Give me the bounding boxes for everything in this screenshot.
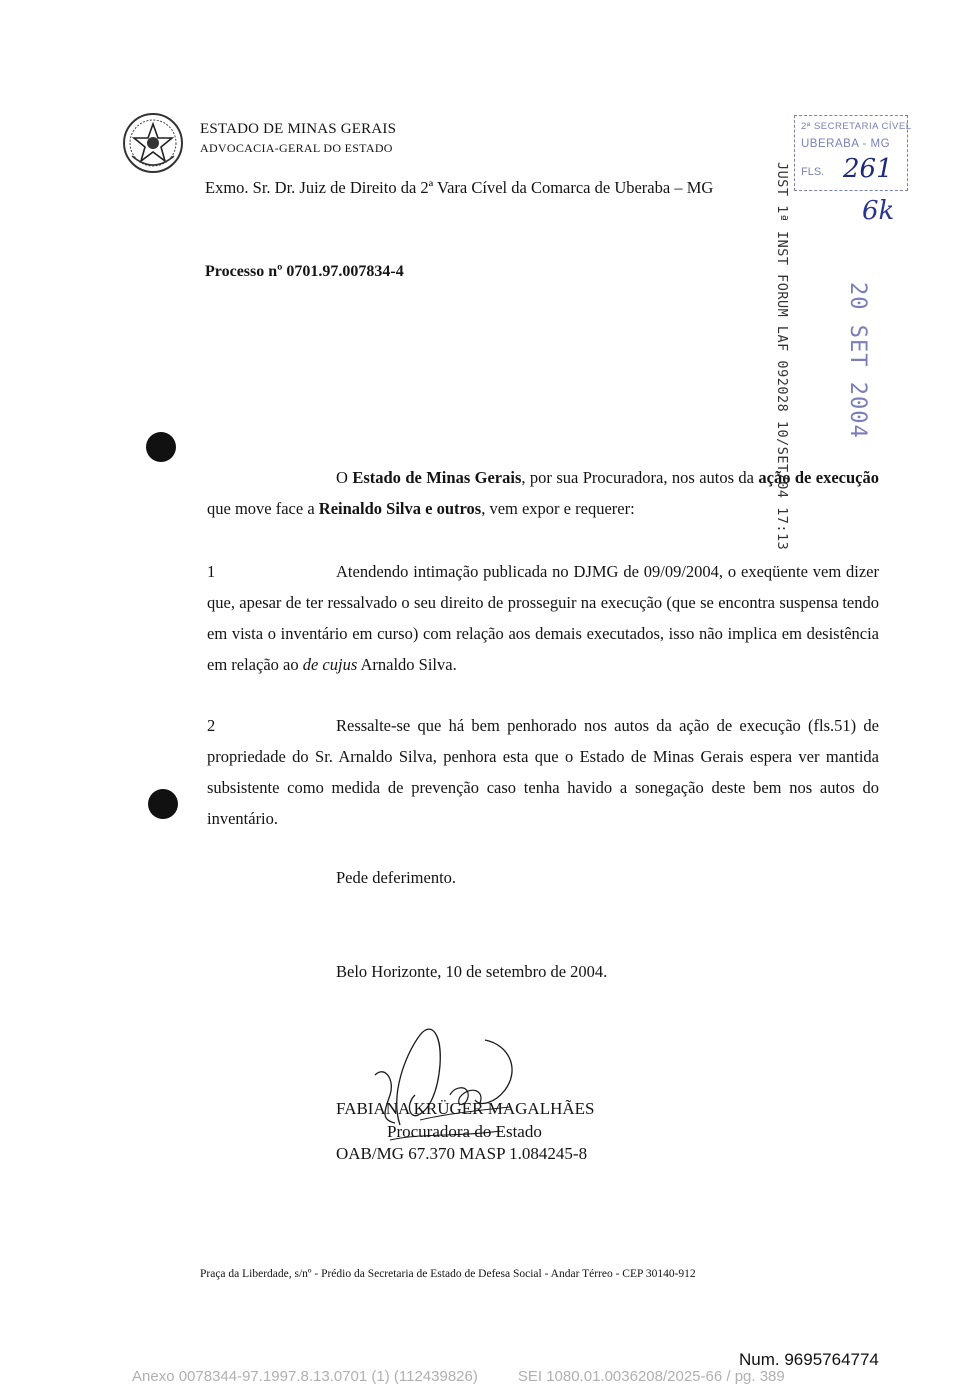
signatory-role: Procuradora do Estado bbox=[387, 1122, 542, 1141]
sei-reference: SEI 1080.01.0036208/2025-66 / pg. 389 bbox=[517, 1368, 785, 1385]
punch-hole-top bbox=[146, 432, 176, 462]
header-state-name: ESTADO DE MINAS GERAIS bbox=[200, 121, 397, 137]
item-2-paragraph: 2 Ressalte-se que há bem penhorado nos autos da ação de execução (fls.51) de propriedade do Sr. Arnaldo Silva, penhora esta que o Estado de Minas Gerais espera ver mantida subsistente como medida de prevenção caso tenha havido a sonegação deste bem nos autos do inventário. bbox=[207, 710, 879, 834]
secretariat-stamp bbox=[794, 115, 912, 191]
annex-reference: Anexo 0078344-97.1997.8.13.0701 (1) (112439826) bbox=[132, 1368, 478, 1385]
punch-hole-bottom bbox=[148, 789, 178, 819]
footer-address: Praça da Liberdade, s/nº - Prédio da Secretaria de Estado de Defesa Social - Andar Térreo - CEP 30140-912 bbox=[200, 1268, 696, 1280]
signatory-registration: OAB/MG 67.370 MASP 1.084245-8 bbox=[336, 1144, 588, 1163]
signatory-name: FABIANA KRÜGER MAGALHÃES bbox=[336, 1099, 595, 1118]
item-2-number: 2 bbox=[207, 716, 216, 735]
place-and-date: Belo Horizonte, 10 de setembro de 2004. bbox=[336, 962, 608, 981]
item-1-paragraph: 1 Atendendo intimação publicada no DJMG de 09/09/2004, o exeqüente vem dizer que, apesar de ter ressalvado o seu direito de prosseguir na execução (que se encontra suspensa tendo em vista o inventário em curso) com relação aos demais executados, isso não implica em desistência em relação ao de cujus Arnaldo Silva. bbox=[207, 556, 879, 680]
closing-request: Pede deferimento. bbox=[336, 868, 457, 887]
addressee-line: Exmo. Sr. Dr. Juiz de Direito da 2ª Vara Cível da Comarca de Uberaba – MG bbox=[205, 178, 714, 197]
intro-paragraph: O Estado de Minas Gerais, por sua Procuradora, nos autos da ação de execução que move face a Reinaldo Silva e outros, vem expor e requerer: bbox=[207, 468, 880, 518]
handwritten-initials: 6k bbox=[862, 196, 895, 226]
header-agency-name: ADVOCACIA-GERAL DO ESTADO bbox=[200, 141, 393, 155]
item-1-number: 1 bbox=[207, 562, 216, 581]
annex-watermark bbox=[132, 1368, 785, 1385]
stamp-page-number: 261 bbox=[843, 154, 893, 184]
process-number: Processo nº 0701.97.007834-4 bbox=[205, 263, 404, 280]
document-number: Num. 9695764774 bbox=[739, 1350, 879, 1369]
stamp-city-line: UBERABA - MG bbox=[801, 138, 891, 150]
stamp-secretariat-line: 2ª SECRETARIA CÍVEL bbox=[801, 121, 912, 132]
received-date-stamp: 20 SET 2004 bbox=[845, 282, 870, 439]
coat-of-arms-seal bbox=[122, 112, 184, 174]
protocol-stamp: JUST 1ª INST FORUM LAF 092028 10/SET/04 17:13 bbox=[774, 162, 790, 551]
stamp-fls-label: FLS. bbox=[801, 166, 825, 178]
